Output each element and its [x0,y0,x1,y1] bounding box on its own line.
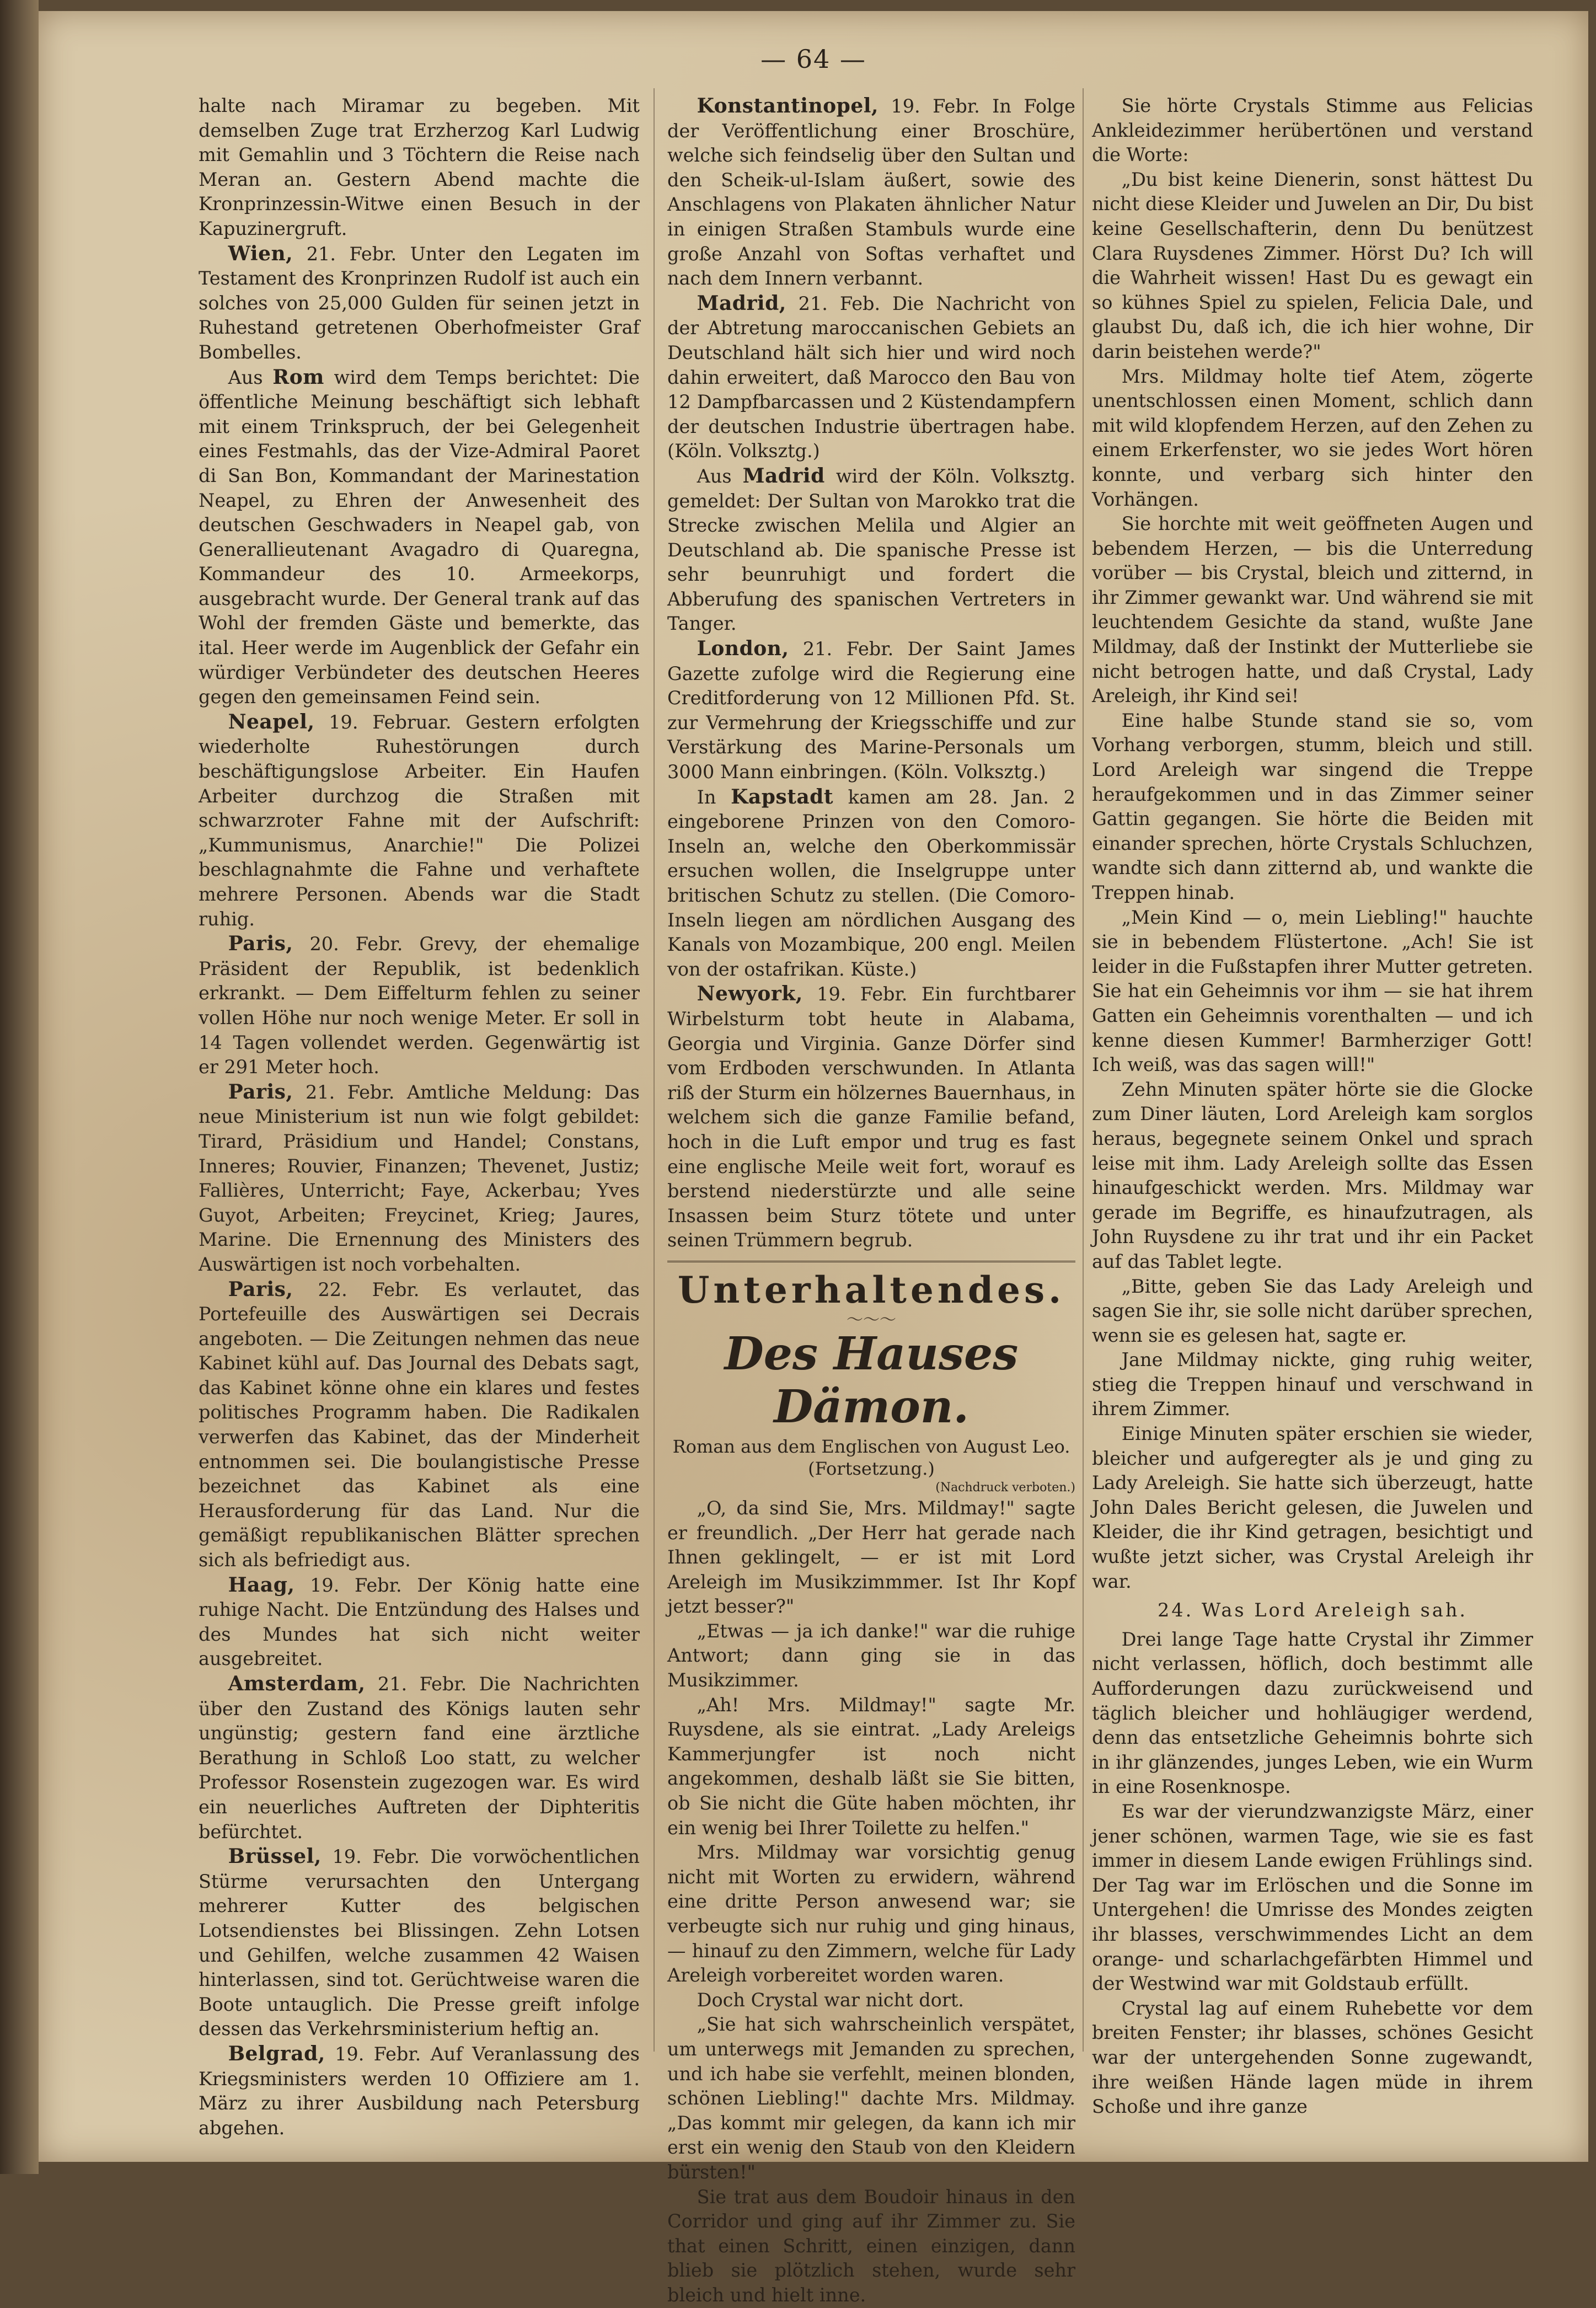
story-paragraph: Sie horchte mit weit geöffneten Augen und bebendem Herzen, — bis die Unterredung vorüber — bis Crystal, bleich und zitternd, in ihr Zimmer gewankt war. Und während sie mit leuchtendem Gesichte da stand, wußte Jane Mildmay, daß der Instinkt der Mutterliebe sie nicht betrogen hatte, und daß Crystal, Lady Areleigh, ihr Kind sei! [1092,513,1533,707]
news-item-wien [199,242,640,365]
news-text: 19. Febr. In Folge der Veröffentlichung einer Broschüre, welche sich feindselig über den Sultan und den Scheik-ul-Islam äußert, sowie des Anschlagens von Plakaten ähnlicher Natur in einigen Straßen Stambuls wurde eine große Anzahl von Softas verhaftet und nach dem Innern verbannt. [667,95,1075,290]
news-text: 21. Febr. Amtliche Meldung: Das neue Ministerium ist nun wie folgt gebildet: Tirard, Präsidium und Handel; Constans, Inneres; Rouvier, Finanzen; Thevenet, Justiz; Fallières, Unterricht; Faye, Ackerbau; Yves Guyot, Arbeiten; Freycinet, Krieg; Jaures, Marine. Die Ernennung des Ministers des Auswärtigen ist noch vorbehalten. [199,1081,640,1275]
dateline-place: Paris, [228,932,293,956]
story-paragraph: „Sie hat sich wahrscheinlich verspätet, um unterwegs mit Jemanden zu sprechen, und ich habe sie verfehlt, meinen blonden, schönen Liebling!" dachte Mrs. Mildmay. „Das kommt mir gelegen, da kann ich mir erst ein wenig den Staub von den Kleidern bürsten!" [667,2014,1075,2183]
news-item-amsterdam [199,1672,640,1844]
dateline-place: Paris, [228,1080,293,1104]
news-text: 19. Febr. Ein furchtbarer Wirbelsturm tobt heute in Alabama, Georgia und Virginia. Ganze Dörfer sind vom Erdboden verschwunden. In Atlanta riß der Sturm ein hölzernes Bauernhaus, in welchem sich die ganze Familie befand, hoch in die Luft empor und trug es fast eine englische Meile weit fort, worauf es berstend niederstürzte und alle seine Insassen beim Sturz tötete und unter seinen Trümmern begrub. [667,983,1075,1251]
dateline-place: Newyork, [697,982,803,1006]
story-paragraph: „Du bist keine Dienerin, sonst hättest Du nicht diese Kleider und Juwelen an Dir, Du bist keine Gesellschafterin, denn Du benützest Clara Ruysdenes Zimmer. Hörst Du? Ich will die Wahrheit wissen! Hast Du es gewagt ein so kühnes Spiel zu spielen, Felicia Dale, und glaubst Du, daß ich, die ich hier wohne, Dir darin beistehen werde?" [1092,168,1533,362]
story-paragraph: Sie hörte Crystals Stimme aus Felicias Ankleidezimmer herübertönen und verstand die Worte: [1092,95,1533,166]
dateline-place: Rom [272,365,324,389]
news-text: 19. Febr. Auf Veranlassung des Kriegsministers werden 10 Offiziere am 1. März zu ihrer Ausbildung nach Petersburg abgehen. [199,2043,640,2139]
column-rule [654,88,655,2052]
dateline-place: Madrid, [697,291,786,315]
news-item-paris [199,1080,640,1277]
section-divider [667,1261,1075,1262]
news-item-madrid [667,291,1075,464]
story-paragraph: Eine halbe Stunde stand sie so, vom Vorhang verborgen, stumm, bleich und still. Lord Areleigh war singend die Treppe heraufgekommen und in das Zimmer seiner Gattin gegangen. Sie hörte die Beiden mit einander sprechen, hörte Crystals Schluchzen, wandte sich dann zitternd ab, und wankte die Treppen hinab. [1092,709,1533,903]
story-paragraph: Drei lange Tage hatte Crystal ihr Zimmer nicht verlassen, höflich, doch bestimmt alle Aufforderungen dazu zurückweisend und täglich bleicher und hohläugiger werdend, denn das entsetzliche Geheimnis bohrte sich in ihr glänzendes, junges Leben, wie ein Wurm in eine Rosenknospe. [1092,1628,1533,1798]
news-text: 21. Febr. Die Nachrichten über den Zustand des Königs lauten sehr ungünstig; gestern fand eine ärztliche Berathung in Schloß Loo statt, zu welcher Professor Rosenstein zugezogen war. Es wird ein neuerliches Auftreten der Diphteritis befürchtet. [199,1673,640,1843]
news-item-madrid [667,464,1075,636]
news-item-paris [199,1277,640,1573]
news-text: In [697,786,731,808]
dateline-place: Madrid [742,464,825,488]
chapter-heading: 24. Was Lord Areleigh sah. [1157,1599,1468,1621]
dateline-place: Kapstadt [731,785,833,808]
dateline-place: Neapel, [228,710,315,733]
story-paragraph: Sie trat aus dem Boudoir hinaus in den Corridor und ging auf ihr Zimmer zu. Sie that einen Schritt, einen einzigen, dann blieb sie plötzlich stehen, wurde sehr bleich und hielt inne. [667,2186,1075,2306]
story-paragraph: Crystal lag auf einem Ruhebette vor dem breiten Fenster; ihr blasses, schönes Gesicht war der untergehenden Sonne zugewandt, ihre weißen Hände lagen müde in ihrem Schoße und ihre ganze [1092,1997,1533,2118]
news-item-bruessel [199,1844,640,2042]
novel-title: Des Hauses Dämon. [724,1327,1019,1433]
story-paragraph: „O, da sind Sie, Mrs. Mildmay!" sagte er freundlich. „Der Herr hat gerade nach Ihnen geklingelt, — er ist mit Lord Areleigh im Musikzimmmer. Ist Ihr Kopf jetzt besser?" [667,1497,1075,1618]
dateline-place: Haag, [228,1573,295,1597]
dateline-place: London, [697,637,789,661]
news-paragraph: halte nach Miramar zu begeben. Mit demselben Zuge trat Erzherzog Karl Ludwig mit Gemahlin und 3 Töchtern die Reise nach Meran an. Gestern Abend machte die Kronprinzessin-Witwe einen Besuch in der Kapuzinergruft. [199,95,640,239]
news-text: 21. Feb. Die Nachricht von der Abtretung maroccanischen Gebiets an Deutschland hält sich hier und wird noch dahin erweitert, daß Marocco den Bau von 12 Dampfbarcassen und 2 Küstendampfern der deutschen Industrie übertragen habe. (Köln. Volksztg.) [667,292,1075,462]
news-item-haag [199,1573,640,1672]
news-text: 19. Febr. Die vorwöchentlichen Stürme verursachten den Untergang mehrerer Kutter des belgischen Lotsendienstes bei Blissingen. Zehn Lotsen und Gehilfen, welche zusammen 42 Waisen hinterlassen, sind tot. Gerüchtweise waren die Boote untauglich. Die Presse greift infolge dessen das Verkehrsministerium heftig an. [199,1846,640,2040]
dateline-place: Paris, [228,1277,293,1301]
column-story-right [1092,94,1533,2134]
novel-continuation: (Fortsetzung.) [808,1458,935,1479]
story-paragraph: Mrs. Mildmay holte tief Atem, zögerte unentschlossen einen Moment, schlich dann mit wild klopfendem Herzen, auf den Zehen zu einem Erkerfenster, wo sie jedes Wort hören konnte, und verbarg sich hinter den Vorhängen. [1092,365,1533,510]
news-text: 19. Februar. Gestern erfolgten wiederholte Ruhestörungen durch beschäftigungslose Arbeiter. Ein Haufen Arbeiter durchzog die Straßen mit schwarzroter Fahne mit der Aufschrift: „Kummunismus, Anarchie!" Die Polizei beschlagnahmte die Fahne und verhaftete mehrere Personen. Abends war die Stadt ruhig. [199,711,640,930]
news-item-neapel [199,710,640,931]
story-paragraph: Zehn Minuten später hörte sie die Glocke zum Diner läuten, Lord Areleigh kam sorglos heraus, begegnete seinem Onkel und sprach leise mit ihm. Lady Areleigh sollte das Essen hinaufgeschickt werden. Mrs. Mildmay war gerade im Begriffe, es hinaufzutragen, als John Ruysdene zu ihr trat und ihr ein Packet auf das Tablet legte. [1092,1078,1533,1272]
reprint-notice: (Nachdruck verboten.) [935,1480,1075,1495]
news-item-kapstadt [667,785,1075,982]
news-item-rom [199,365,640,710]
news-text: kamen am 28. Jan. 2 eingeborene Prinzen von den Comoro-Inseln an, welche den Oberkommissär ersuchen wollen, die Inselgruppe unter britischen Schutz zu stellen. (Die Comoro-Inseln liegen am nördlichen Ausgang des Kanals von Mozambique, 200 engl. Meilen von der ostafrikan. Küste.) [667,786,1075,980]
news-text: 20. Febr. Grevy, der ehemalige Präsident der Republik, ist bedenklich erkrankt. — Dem Eiffelturm fehlen zu seiner vollen Höhe nur noch wenige Meter. Er soll in 14 Tagen vollendet werden. Gegenwärtig ist er 291 Meter hoch. [199,933,640,1078]
story-paragraph: Jane Mildmay nickte, ging ruhig weiter, stieg die Treppen hinauf und verschwand in ihrem Zimmer. [1092,1349,1533,1420]
story-paragraph: „Mein Kind — o, mein Liebling!" hauchte sie in bebendem Flüstertone. „Ach! Sie ist leider in die Fußstapfen ihrer Mutter getreten. Sie hat ein Geheimnis vor ihm — sie hat ihrem Gatten ein Geheimnis vorenthalten — und ich kenne diesen Kummer! Barmherziger Gott! Ich weiß, was das sagen will!" [1092,906,1533,1076]
news-item-london [667,636,1075,785]
story-paragraph: Es war der vierundzwanzigste März, einer jener schönen, warmen Tage, wie sie es fast immer in diesem Lande ewigen Frühlings sind. Der Tag war im Erlöschen und die Sonne im Untergehen! die Umrisse des Mondes zeigten ihr blasses, verschwimmendes Licht an dem orange- und scharlachgefärbten Himmel und der Westwind war mit Goldstaub erfüllt. [1092,1800,1533,1995]
news-item-newyork [667,982,1075,1253]
binding-edge [0,0,39,2174]
news-item-konstantinopel [667,94,1075,291]
news-text: wird dem Temps berichtet: Die öffentliche Meinung beschäftigt sich lebhaft mit einem Trinkspruch, der bei Gelegenheit eines Festmahls, das der Vize-Admiral Paoret di San Bon, Kommandant der Marinestation Neapel, zu Ehren der Anwesenheit des deutschen Geschwaders in Neapel gab, von Generallieutenant Avagadro di Quaregna, Kommandeur des 10. Armeekorps, ausgebracht wurde. Der General trank auf das Wohl der fremden Gäste und bemerkte, das ital. Heer werde im Augenblick der Gefahr ein würdiger Verbündeter des deutschen Heeres gegen den gemeinsamen Feind sein. [199,366,640,708]
news-text: Aus [228,366,273,388]
dateline-place: Belgrad, [228,2042,325,2065]
section-title: Unterhaltendes. [677,1268,1065,1311]
dateline-place: Amsterdam, [228,1672,366,1695]
news-text: 22. Febr. Es verlautet, das Portefeuille des Auswärtigen sei Decrais angeboten. — Die Zeitungen nehmen das neue Kabinet kühl auf. Das Journal des Debats sagt, das Kabinet könne ohne ein klares und festes politisches Programm haben. Die Radikalen verwerfen das Kabinet, das der Minderheit entnommen sei. Die boulangistische Presse bezeichnet das Kabinet als eine Herausforderung für das Land. Nur die gemäßigt republikanischen Blätter sprechen sich als befriedigt aus. [199,1278,640,1571]
story-paragraph: „Bitte, geben Sie das Lady Areleigh und sagen Sie ihr, sie solle nicht darüber sprechen, wenn sie es gelesen hat, sagte er. [1092,1275,1533,1346]
story-paragraph: „Ah! Mrs. Mildmay!" sagte Mr. Ruysdene, als sie eintrat. „Lady Areleigs Kammerjungfer ist noch nicht angekommen, deshalb läßt sie Sie bitten, ob Sie nicht die Güte haben möchten, ihr ein wenig bei Ihrer Toilette zu helfen." [667,1694,1075,1839]
story-paragraph: Mrs. Mildmay war vorsichtig genug nicht mit Worten zu erwidern, während eine dritte Person anwesend war; sie verbeugte sich nur ruhig und ging hinaus, — hinauf zu den Zimmern, welche für Lady Areleigh vorbereitet worden waren. [667,1841,1075,1986]
news-text: 19. Febr. Der König hatte eine ruhige Nacht. Die Entzündung des Halses und des Mundes hat sich nicht weiter ausgebreitet. [199,1574,640,1670]
column-news-middle [667,94,1076,2306]
ornament-swirl: 〜〜〜 [847,1310,896,1330]
column-news-left [199,94,640,2139]
news-item-paris [199,931,640,1080]
column-rule [1083,88,1084,2052]
news-text: wird der Köln. Volksztg. gemeldet: Der Sultan von Marokko trat die Strecke zwischen Melila und Algier an Deutschland ab. Die spanische Presse ist sehr beunruhigt und fordert die Abberufung des spanischen Vertreters in Tanger. [667,465,1076,635]
dateline-place: Brüssel, [228,1845,322,1868]
story-paragraph: Doch Crystal war nicht dort. [697,1989,964,2011]
news-item-belgrad [199,2042,640,2140]
news-text: Aus [697,465,743,487]
news-text: 21. Febr. Der Saint James Gazette zufolge wird die Regierung eine Creditforderung von 12 Millionen Pfd. St. zur Vermehrung der Kriegsschiffe und zur Verstärkung des Marine-Personals um 3000 Mann einbringen. (Köln. Volksztg.) [667,638,1075,783]
novel-byline: Roman aus dem Englischen von August Leo. [672,1436,1070,1457]
dateline-place: Konstantinopel, [697,94,879,117]
story-paragraph: Einige Minuten später erschien sie wieder, bleicher und aufgeregter als je und ging zu Lady Areleigh. Sie hatte sich überzeugt, hatte John Dales Bericht gelesen, die Juwelen und Kleider, die ihr Kind getragen, besichtigt und wußte jetzt sicher, was Crystal Areleigh ihr war. [1092,1423,1533,1592]
page-number: — 64 — [760,44,866,74]
newspaper-page [39,11,1588,2306]
story-paragraph: „Etwas — ja ich danke!" war die ruhige Antwort; dann ging sie in das Musikzimmer. [667,1620,1075,1691]
news-text: 21. Febr. Unter den Legaten im Testament des Kronprinzen Rudolf ist auch ein solches von 25,000 Gulden für seinen jetzt in Ruhestand getretenen Oberhofmeister Graf Bombelles. [199,243,640,363]
dateline-place: Wien, [228,242,293,265]
